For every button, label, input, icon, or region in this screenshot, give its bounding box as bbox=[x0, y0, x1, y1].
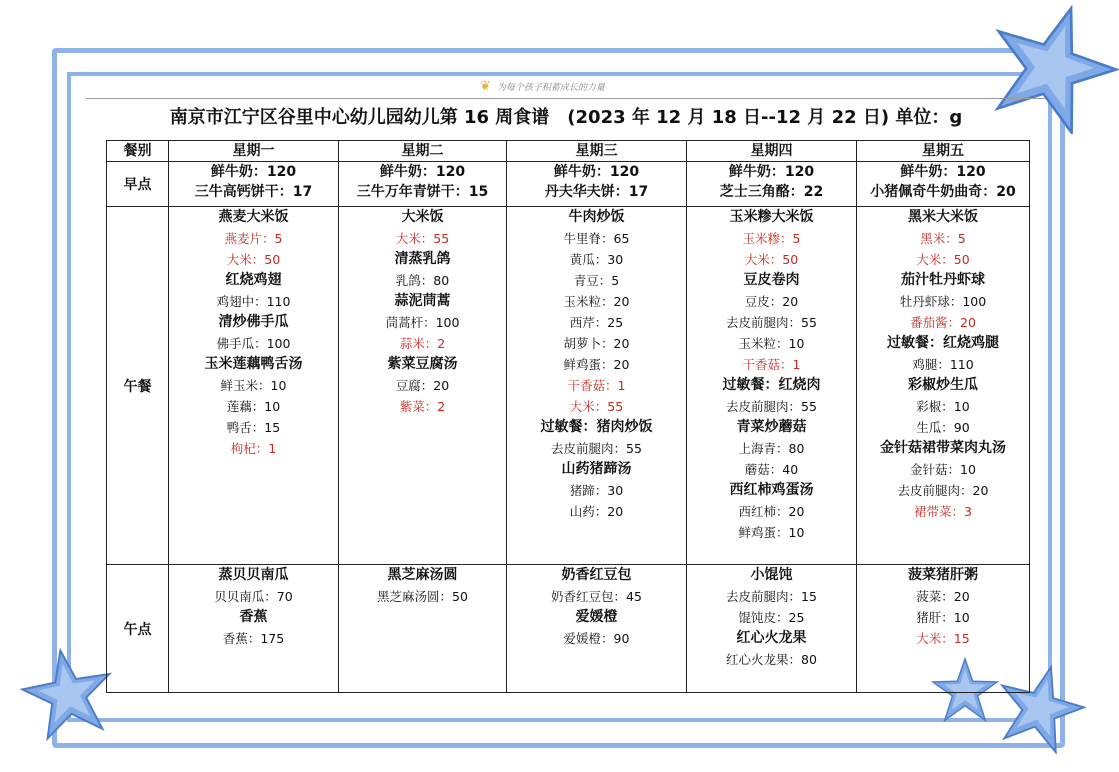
slogan-text: 为每个孩子积蓄成长的力量 bbox=[496, 82, 605, 93]
menu-cell bbox=[169, 565, 339, 693]
dish-name: 西红柿鸡蛋汤 bbox=[729, 482, 814, 499]
ingredient-line: 大米：55 bbox=[569, 399, 624, 415]
dish-name: 小猪佩奇牛奶曲奇：20 bbox=[870, 184, 1016, 200]
dish-name: 鲜牛奶：120 bbox=[728, 164, 815, 180]
header-cell: 餐别 bbox=[107, 141, 169, 162]
ingredient-line: 牛里脊：65 bbox=[563, 231, 630, 247]
ingredient-line: 大米：55 bbox=[395, 231, 450, 247]
dish-name: 黑米大米饭 bbox=[908, 209, 978, 226]
ingredient-line: 猪肝：10 bbox=[916, 610, 970, 626]
menu-cell bbox=[169, 207, 339, 565]
dish-name: 黑芝麻汤圆 bbox=[387, 567, 458, 584]
ingredient-line: 鲜鸡蛋：10 bbox=[738, 525, 805, 541]
ingredient-line: 大米：50 bbox=[916, 252, 970, 268]
dish-name: 红烧鸡翅 bbox=[225, 272, 282, 289]
dish-name: 牛肉炒饭 bbox=[568, 209, 625, 226]
menu-cell bbox=[687, 162, 857, 207]
ingredient-line: 鸡腿：110 bbox=[912, 357, 974, 373]
header-cell: 星期二 bbox=[339, 141, 507, 162]
ingredient-line: 西红柿：20 bbox=[738, 504, 805, 520]
ingredient-line: 佛手瓜：100 bbox=[216, 336, 291, 352]
ingredient-line: 乳鸽：80 bbox=[395, 273, 450, 289]
ingredient-line: 去皮前腿肉：55 bbox=[726, 315, 817, 331]
menu-cell bbox=[857, 162, 1030, 207]
dish-name: 鲜牛奶：120 bbox=[379, 164, 466, 180]
dish-name: 彩椒炒生瓜 bbox=[908, 377, 978, 394]
dish-name: 鲜牛奶：120 bbox=[553, 164, 640, 180]
ingredient-line: 鲜鸡蛋：20 bbox=[563, 357, 630, 373]
menu-cell bbox=[687, 207, 857, 565]
ingredient-line: 豆腐：20 bbox=[395, 378, 450, 394]
ingredient-line: 去皮前腿肉：20 bbox=[897, 483, 989, 499]
meal-label: 午餐 bbox=[107, 207, 169, 565]
ingredient-line: 大米：50 bbox=[226, 252, 281, 268]
dish-name: 过敏餐：红烧鸡腿 bbox=[887, 335, 999, 352]
dish-name: 芝士三角酪：22 bbox=[719, 184, 824, 200]
ingredient-line: 大米：50 bbox=[744, 252, 799, 268]
table-row bbox=[107, 565, 1030, 693]
header-cell: 星期四 bbox=[687, 141, 857, 162]
dish-name: 三牛万年青饼干：15 bbox=[356, 184, 489, 200]
dish-name: 小馄饨 bbox=[750, 567, 793, 584]
dish-name: 过敏餐：红烧肉 bbox=[722, 377, 821, 394]
ingredient-line: 紫菜：2 bbox=[399, 399, 446, 415]
ingredient-line: 莲藕：10 bbox=[226, 399, 281, 415]
dish-name: 茄汁牡丹虾球 bbox=[901, 272, 985, 289]
table-header-row bbox=[107, 141, 1030, 162]
dish-name: 鲜牛奶：120 bbox=[210, 164, 297, 180]
ingredient-line: 大米：15 bbox=[916, 631, 970, 647]
menu-cell bbox=[507, 207, 687, 565]
ingredient-line: 去皮前腿肉：55 bbox=[726, 399, 817, 415]
ingredient-line: 枸杞：1 bbox=[230, 441, 277, 457]
menu-cell bbox=[687, 565, 857, 693]
header-cell: 星期五 bbox=[857, 141, 1030, 162]
dish-name: 蒸贝贝南瓜 bbox=[218, 567, 289, 584]
table-row bbox=[107, 207, 1030, 565]
ingredient-line: 山药：20 bbox=[569, 504, 624, 520]
leaf-logo-icon: ❦ bbox=[480, 78, 491, 94]
dish-name: 丹夫华夫饼：17 bbox=[544, 184, 649, 200]
dish-name: 玉米糁大米饭 bbox=[729, 209, 814, 226]
ingredient-line: 胡萝卜：20 bbox=[563, 336, 630, 352]
ingredient-line: 菠菜：20 bbox=[916, 589, 970, 605]
ingredient-line: 裙带菜：3 bbox=[914, 504, 972, 520]
header-cell: 星期三 bbox=[507, 141, 687, 162]
ingredient-line: 上海青：80 bbox=[738, 441, 805, 457]
menu-cell bbox=[857, 565, 1030, 693]
ingredient-line: 茼蒿杆：100 bbox=[385, 315, 460, 331]
menu-cell bbox=[857, 207, 1030, 565]
ingredient-line: 牡丹虾球：100 bbox=[899, 294, 987, 310]
menu-cell bbox=[339, 565, 507, 693]
ingredient-line: 猪蹄：30 bbox=[569, 483, 624, 499]
menu-table bbox=[106, 140, 1030, 693]
ingredient-line: 黑芝麻汤圆：50 bbox=[377, 589, 468, 605]
ingredient-line: 燕麦片：5 bbox=[224, 231, 283, 247]
header-slogan bbox=[480, 76, 605, 96]
menu-cell bbox=[507, 162, 687, 207]
ingredient-line: 玉米粒：20 bbox=[563, 294, 630, 310]
ingredient-line: 馄饨皮：25 bbox=[738, 610, 805, 626]
dish-name: 清炒佛手瓜 bbox=[218, 314, 289, 331]
ingredient-line: 生瓜：90 bbox=[916, 420, 970, 436]
dish-name: 青菜炒蘑菇 bbox=[736, 419, 807, 436]
header-cell: 星期一 bbox=[169, 141, 339, 162]
page-title: 南京市江宁区谷里中心幼儿园幼儿第 16 周食谱 (2023 年 12 月 18 日--12 月 22 日) 单位：g bbox=[169, 107, 963, 128]
ingredient-line: 彩椒：10 bbox=[916, 399, 970, 415]
dish-name: 鲜牛奶：120 bbox=[900, 164, 986, 180]
ingredient-line: 玉米粒：10 bbox=[738, 336, 805, 352]
ingredient-line: 豆皮：20 bbox=[744, 294, 799, 310]
dish-name: 清蒸乳鸽 bbox=[394, 251, 451, 268]
ingredient-line: 番茄酱：20 bbox=[910, 315, 976, 331]
dish-name: 大米饭 bbox=[401, 209, 444, 226]
meal-label: 早点 bbox=[107, 162, 169, 207]
dish-name: 紫菜豆腐汤 bbox=[387, 356, 458, 373]
ingredient-line: 奶香红豆包：45 bbox=[551, 589, 642, 605]
ingredient-line: 去皮前腿肉：55 bbox=[551, 441, 642, 457]
ingredient-line: 爱媛橙：90 bbox=[563, 631, 630, 647]
ingredient-line: 玉米糁：5 bbox=[742, 231, 801, 247]
ingredient-line: 蘑菇：40 bbox=[744, 462, 799, 478]
ingredient-line: 香蕉：175 bbox=[222, 631, 285, 647]
dish-name: 金针菇裙带菜肉丸汤 bbox=[880, 440, 1006, 457]
dish-name: 过敏餐：猪肉炒饭 bbox=[540, 419, 653, 436]
ingredient-line: 青豆：5 bbox=[573, 273, 620, 289]
ingredient-line: 蒜米：2 bbox=[399, 336, 446, 352]
dish-name: 菠菜猪肝粥 bbox=[908, 567, 978, 584]
dish-name: 红心火龙果 bbox=[736, 630, 807, 647]
ingredient-line: 金针菇：10 bbox=[910, 462, 976, 478]
ingredient-line: 干香菇：1 bbox=[742, 357, 801, 373]
ingredient-line: 贝贝南瓜：70 bbox=[214, 589, 293, 605]
menu-cell bbox=[169, 162, 339, 207]
ingredient-line: 西芹：25 bbox=[569, 315, 624, 331]
dish-name: 玉米莲藕鸭舌汤 bbox=[204, 356, 303, 373]
dish-name: 三牛高钙饼干：17 bbox=[194, 184, 313, 200]
dish-name: 香蕉 bbox=[239, 609, 268, 626]
ingredient-line: 黑米：5 bbox=[920, 231, 966, 247]
menu-cell bbox=[507, 565, 687, 693]
ingredient-line: 鸡翅中：110 bbox=[216, 294, 291, 310]
dish-name: 爱媛橙 bbox=[575, 609, 618, 626]
header-divider bbox=[86, 98, 1046, 99]
ingredient-line: 干香菇：1 bbox=[567, 378, 626, 394]
ingredient-line: 鲜玉米：10 bbox=[220, 378, 287, 394]
menu-cell bbox=[339, 162, 507, 207]
table-row bbox=[107, 162, 1030, 207]
star-icon bbox=[20, 646, 116, 742]
ingredient-line: 鸭舌：15 bbox=[226, 420, 281, 436]
menu-cell bbox=[339, 207, 507, 565]
dish-name: 奶香红豆包 bbox=[561, 567, 632, 584]
dish-name: 燕麦大米饭 bbox=[218, 209, 289, 226]
meal-label: 午点 bbox=[107, 565, 169, 693]
ingredient-line: 红心火龙果：80 bbox=[726, 652, 817, 668]
dish-name: 山药猪蹄汤 bbox=[561, 461, 632, 478]
ingredient-line: 去皮前腿肉：15 bbox=[726, 589, 817, 605]
dish-name: 蒜泥茼蒿 bbox=[394, 293, 451, 310]
ingredient-line: 黄瓜：30 bbox=[569, 252, 624, 268]
dish-name: 豆皮卷肉 bbox=[743, 272, 800, 289]
